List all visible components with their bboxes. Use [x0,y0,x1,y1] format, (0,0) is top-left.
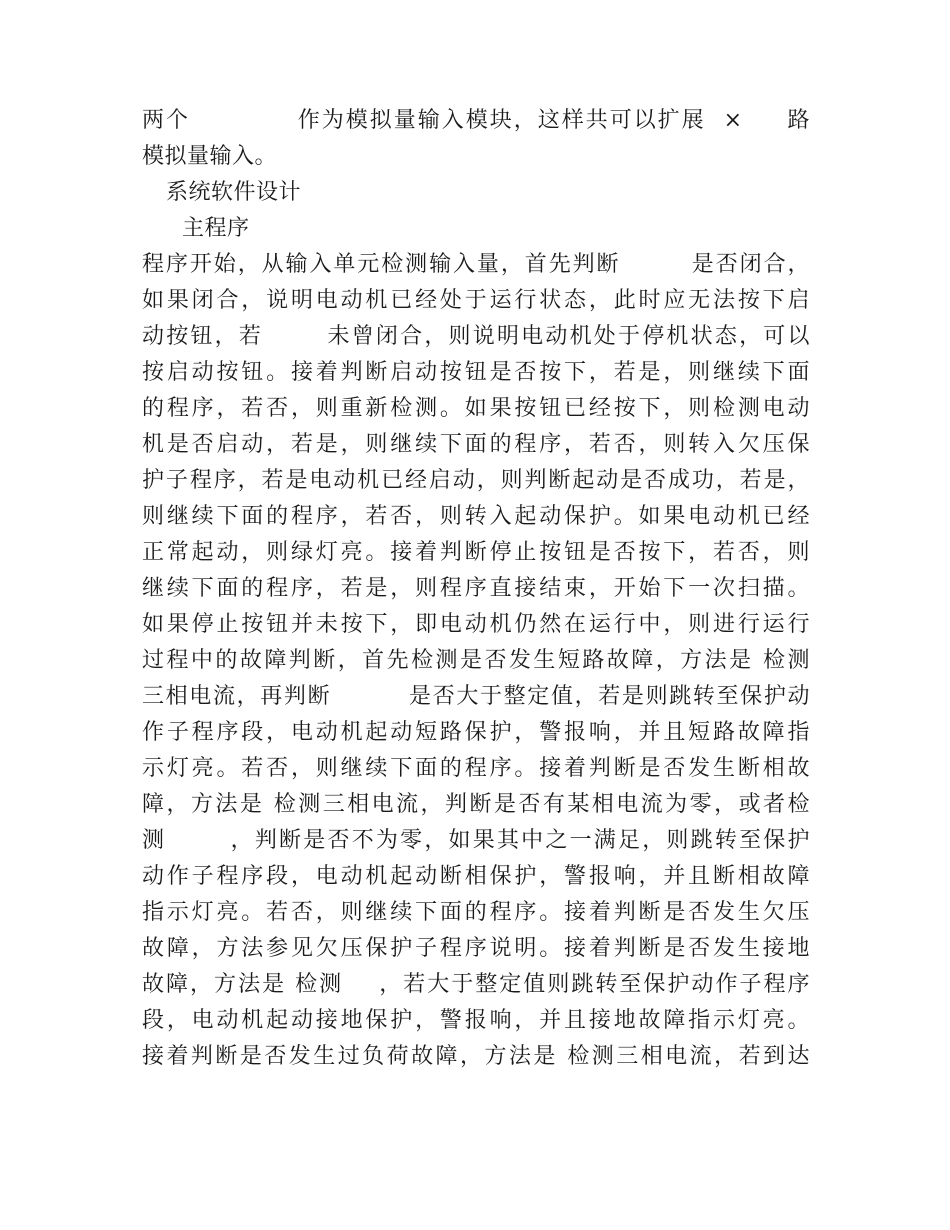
paragraph-line: 故障，方法是 检测 ，若大于整定值则跳转至保护动作子程序 [142,972,810,997]
paragraph-line: 程序开始，从输入单元检测输入量，首先判断 是否闭合， [142,252,810,277]
paragraph-line: 动作子程序段，电动机起动断相保护，警报响，并且断相故障 [142,864,810,889]
paragraph-line: 障，方法是 检测三相电流，判断是否有某相电流为零，或者检 [142,792,810,817]
paragraph-line: 动按钮，若 未曾闭合，则说明电动机处于停机状态，可以 [142,324,810,349]
subsection-heading: 主程序 [182,216,250,241]
section-heading: 系统软件设计 [166,180,302,205]
paragraph-line: 如果停止按钮并未按下，即电动机仍然在运行中，则进行运行 [142,612,810,637]
paragraph-line: 则继续下面的程序，若否，则转入起动保护。如果电动机已经 [142,504,810,529]
paragraph-line: 的程序，若否，则重新检测。如果按钮已经按下，则检测电动 [142,396,810,421]
paragraph-line: 护子程序，若是电动机已经启动，则判断起动是否成功，若是， [142,468,810,493]
paragraph-line: 如果闭合，说明电动机已经处于运行状态，此时应无法按下启 [142,288,810,313]
paragraph-line: 接着判断是否发生过负荷故障，方法是 检测三相电流，若到达 [142,1044,810,1069]
paragraph-line: 故障，方法参见欠压保护子程序说明。接着判断是否发生接地 [142,936,810,961]
paragraph-line: 继续下面的程序，若是，则程序直接结束，开始下一次扫描。 [142,576,810,601]
paragraph-line: 段，电动机起动接地保护，警报响，并且接地故障指示灯亮。 [142,1008,810,1033]
paragraph-line: 过程中的故障判断，首先检测是否发生短路故障，方法是 检测 [142,648,810,673]
intro-line-1: 两个 作为模拟量输入模块，这样共可以扩展 × 路 [142,108,810,133]
paragraph-line: 按启动按钮。接着判断启动按钮是否按下，若是，则继续下面 [142,360,810,385]
paragraph-line: 三相电流，再判断 是否大于整定值，若是则跳转至保护动 [142,684,810,709]
paragraph-line: 测 ，判断是否不为零，如果其中之一满足，则跳转至保护 [142,828,810,853]
paragraph-line: 作子程序段，电动机起动短路保护，警报响，并且短路故障指 [142,720,810,745]
paragraph-line: 指示灯亮。若否，则继续下面的程序。接着判断是否发生欠压 [142,900,810,925]
paragraph-line: 正常起动，则绿灯亮。接着判断停止按钮是否按下，若否，则 [142,540,810,565]
paragraph-line: 示灯亮。若否，则继续下面的程序。接着判断是否发生断相故 [142,756,810,781]
paragraph-line: 机是否启动，若是，则继续下面的程序，若否，则转入欠压保 [142,432,810,457]
intro-line-2: 模拟量输入。 [142,144,278,169]
